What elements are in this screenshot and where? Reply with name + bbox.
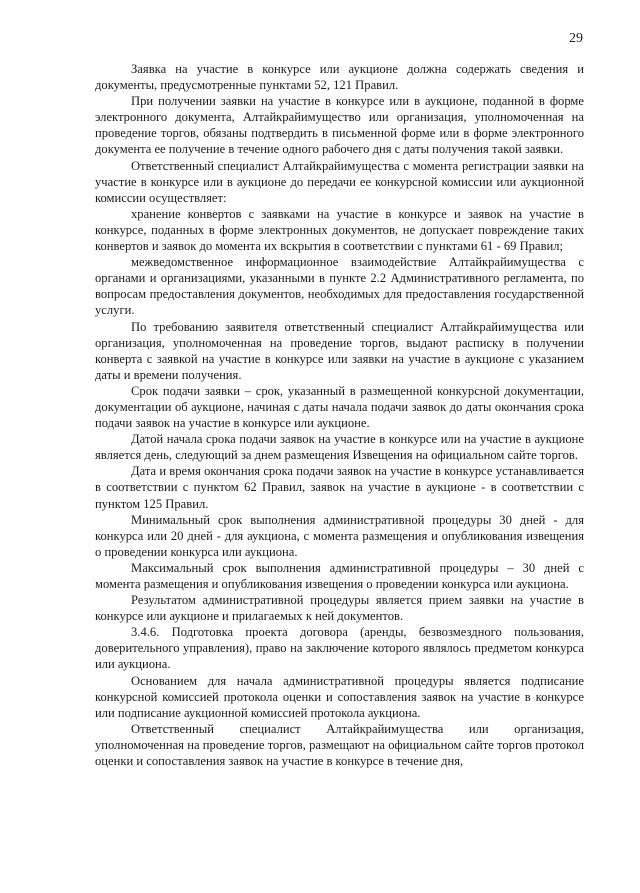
paragraph: По требованию заявителя ответственный специалист Алтайкрайимущества или организация, уполномоченная на проведение торгов, выдают расписку в получении конверта с заявкой на участие в конкурсе или заявки на участие в аукционе с указанием даты и времени получения.	[95, 319, 584, 382]
section-heading-3-4-6: 3.4.6. Подготовка проекта договора (аренды, безвозмездного пользования, доверительного управления), право на заключение которого являлось предметом конкурса или аукциона.	[95, 625, 584, 672]
paragraph: При получении заявки на участие в конкурсе или в аукционе, поданной в форме электронного документа, Алтайкрайимущество или организация, уполномоченная на проведение торгов, обязаны подтвердить в письменной форме или в форме электронного документа ее получение в течение одного рабочего дня с даты получения такой заявки.	[95, 94, 584, 157]
document-body	[95, 61, 584, 769]
page-number: 29	[569, 31, 583, 46]
paragraph: Основанием для начала административной процедуры является подписание конкурсной комиссией протокола оценки и сопоставления заявок на участие в конкурсе или подписание аукционной комиссией протокола аукциона.	[95, 673, 584, 720]
paragraph: Минимальный срок выполнения административной процедуры 30 дней - для конкурса или 20 дней - для аукциона, с момента размещения и опубликования извещения о проведении конкурса или аукциона.	[95, 512, 584, 559]
paragraph: Ответственный специалист Алтайкрайимущества с момента регистрации заявки на участие в конкурсе или в аукционе до передачи ее конкурсной комиссии или аукционной комиссии осуществляет:	[95, 158, 584, 205]
paragraph: Срок подачи заявки – срок, указанный в размещенной конкурсной документации, документации об аукционе, начиная с даты начала подачи заявок до даты окончания срока подачи заявок на участие в конкурсе или аукционе.	[95, 383, 584, 431]
paragraph: Дата и время окончания срока подачи заявок на участие в конкурсе устанавливается в соответствии с пунктом 62 Правил, заявок на участие в аукционе - в соответствии с пунктом 125 Правил.	[95, 464, 584, 511]
paragraph: Максимальный срок выполнения административной процедуры – 30 дней с момента размещения и опубликования извещения о проведении конкурса или аукциона.	[95, 560, 584, 591]
paragraph: хранение конвертов с заявками на участие в конкурсе и заявок на участие в конкурсе, поданных в форме электронных документов, не допускает повреждение таких конвертов и заявок до момента их вскрытия в соответствии с пунктами 61 - 69 Правил;	[95, 206, 584, 254]
paragraph: Заявка на участие в конкурсе или аукционе должна содержать сведения и документы, предусмотренные пунктами 52, 121 Правил.	[95, 62, 584, 93]
paragraph: Ответственный специалист Алтайкрайимущества или организация, уполномоченная на проведение торгов, размещают на официальном сайте торгов протокол оценки и сопоставления заявок на участие в конкурсе в течение дня,	[95, 721, 584, 769]
paragraph: межведомственное информационное взаимодействие Алтайкрайимущества с органами и организациями, указанными в пункте 2.2 Административного регламента, по вопросам предоставления документов, необходимых для предоставления государственной услуги.	[95, 255, 584, 318]
paragraph: Датой начала срока подачи заявок на участие в конкурсе или на участие в аукционе является день, следующий за днем размещения Извещения на официальном сайте торгов.	[95, 432, 584, 463]
paragraph: Результатом административной процедуры является прием заявки на участие в конкурсе или аукционе и прилагаемых к ней документов.	[95, 593, 584, 624]
